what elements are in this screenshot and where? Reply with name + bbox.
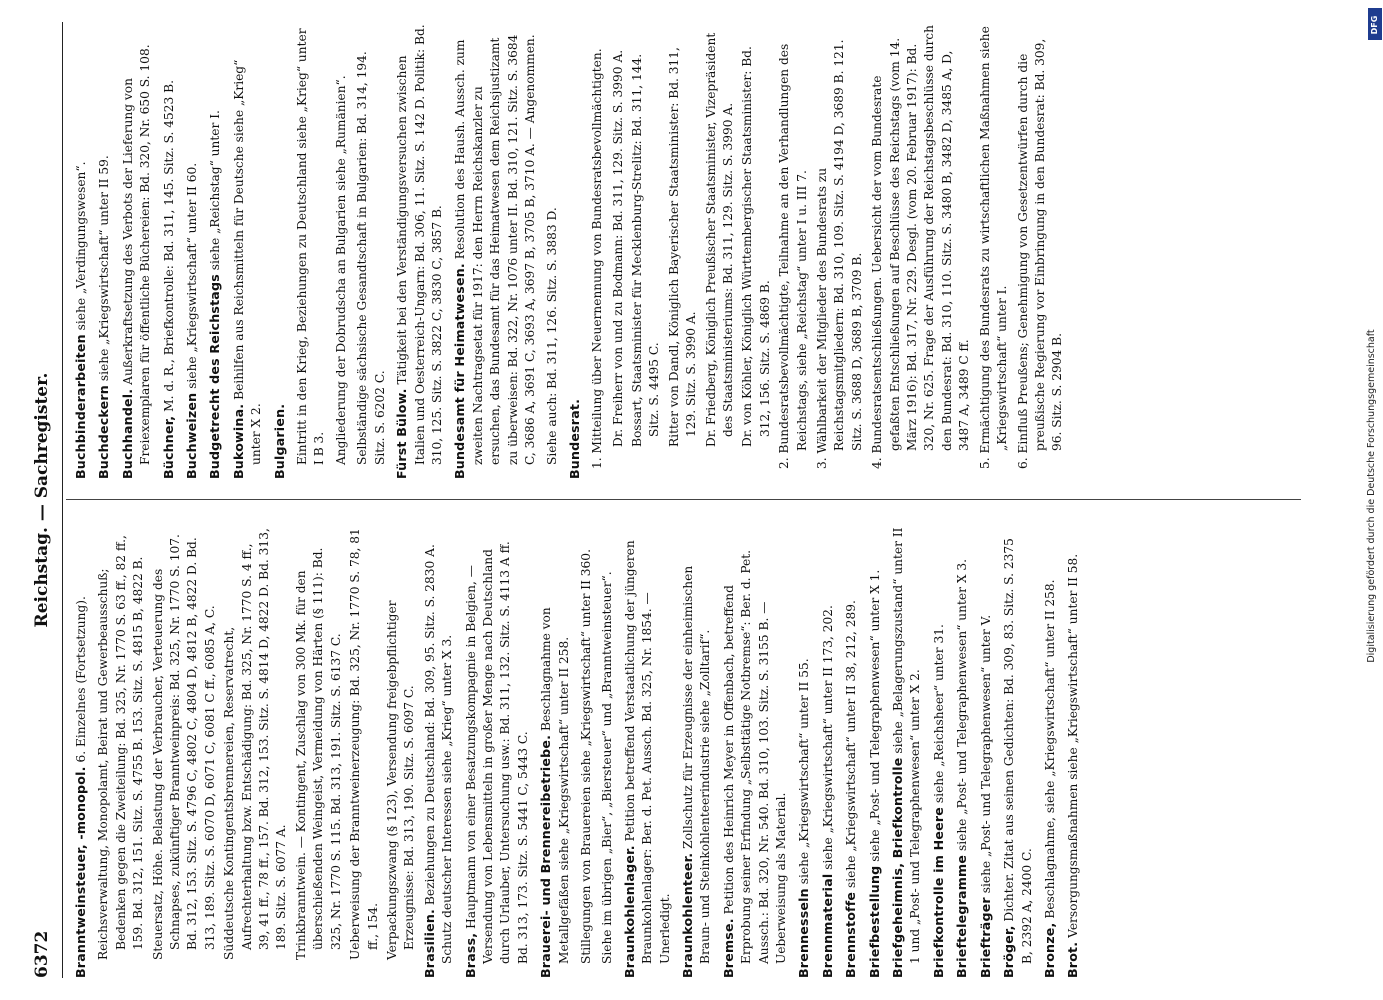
index-entry: [679, 523, 715, 978]
index-text: 6. Einfluß Preußens; Genehmigung von Gesetzentwürfen durch die preußische Regierung vor Einbringung in den Bundesrat: Bd. 309, 96. Sitz. S. 2904 B.: [1015, 38, 1065, 469]
index-text: Trinkbranntwein. — Kontingent, Zuschlag von 300 Mk. für den überschießenden Weingeist, Vermeidung von Härten (§ 111): Bd. 325, Nr. 1770 S. 115. Bd. 313, 191. Sitz. S. 6137 C.: [293, 547, 343, 960]
index-keyword: Bröger,: [1001, 925, 1017, 978]
index-text: siehe „Kriegswirtschaft“ unter II 55.: [797, 658, 812, 885]
index-subentry: [610, 24, 627, 479]
index-text: Dr. von Köhler, Königlich Württembergischer Staatsminister: Bd. 312, 156. Sitz. S. 4869 B.: [740, 46, 772, 447]
index-text: Selbständige sächsische Gesandtschaft in Bulgarien: Bd. 314, 194. Sitz. S. 6202 C.: [355, 51, 387, 465]
page-number: 6372: [32, 930, 52, 978]
index-entry: [206, 24, 224, 479]
index-subentry: [814, 24, 866, 479]
index-text: Resolution des Haush. Aussch. zum zweiten Nachtragsetat für 1917: den Herrn Reichskanzler zu ersuchen, das Bundesamt für das Heimatwesen dem Reichsjustizamt zu überweisen: Bd. 322, Nr. 1076 unter II. Bd. 310, 121. Sitz. S. 3684 C, 3686 A, 3691 C, 3693 A, 3697 B, 3705 B, 3710 A. — Angenommen.: [453, 34, 537, 465]
index-text: Hauptmann von einer Besatzungskompagnie in Belgien, — Versendung von Lebensmitteln in großer Menge nach Deutschland durch Urlauber, Untersuchung usw.: Bd. 311, 132. Sitz. S. 4113 A ff. Bd. 313, 173. Sitz. S. 5441 C, 5443 C.: [463, 541, 530, 964]
index-keyword: Brass,: [462, 932, 478, 978]
index-subentry: [703, 24, 738, 479]
index-subentry: [589, 24, 606, 479]
index-text: 2. Bundesratsbevollmächtigte, Teilnahme an den Verhandlungen des Reichstags, siehe „Reichstag“ unter I u. III 7.: [777, 43, 809, 469]
index-text: Siehe auch: Bd. 311, 126. Sitz. S. 3883 D.: [545, 207, 560, 465]
index-text: siehe „Kriegswirtschaft“ unter II 38, 212, 289.: [844, 600, 859, 888]
index-entry: [889, 523, 925, 978]
index-subentry: [354, 24, 389, 479]
index-keyword: Brieftelegramme: [954, 854, 970, 978]
index-keyword: Budgetrecht des Reichstags: [207, 274, 223, 479]
index-subentry: [293, 523, 345, 978]
index-text: Süddeutsche Kontingentsbrennereien, Reservatrecht, Aufrechterhaltung bzw. Entschädigung: Bd. 325, Nr. 1770 S. 4 ff., 39, 41 ff., 78 ff., 157. Bd. 312, 153. Sitz. S. 4814 D, 4822 D. Bd. 313, 189. Sitz. S. 6077 A.: [222, 528, 289, 960]
index-keyword: Bulgarien.: [271, 403, 287, 479]
index-entry: [566, 24, 584, 479]
index-keyword: Bukowina.: [230, 403, 246, 479]
index-entry: [953, 523, 971, 978]
index-text: Dr. Friedberg, Königlich Preußischer Staatsminister, Vizepräsident des Staatsministeriums: Bd. 311, 129. Sitz. S. 3990 A.: [703, 32, 735, 447]
index-text: 3. Wählbarkeit der Mitglieder des Bundesrats zu Reichstagsmitgliedern: Bd. 310, 109. Sitz. S. 4194 D, 3689 B. 121. Sitz. S. 3688 D, 3689 B, 3709 B.: [815, 39, 864, 469]
index-entry: [1000, 523, 1036, 978]
index-entry: [421, 523, 457, 978]
index-entry: [866, 523, 884, 978]
index-entry: [621, 523, 674, 978]
right-column: [72, 24, 1297, 479]
index-entry: [795, 523, 813, 978]
index-keyword: Briefkontrolle im Heere: [930, 806, 946, 978]
index-entry: [393, 24, 446, 479]
index-text: 1. Mitteilung über Neuernennung von Bundesratsbevollmächtigten.: [590, 48, 605, 469]
index-text: Petition betreffend Verstaatlichung der jüngeren Braunkohlenlager: Ber. d. Pet. Aussch. Bd. 325, Nr. 1854. — Unerledigt.: [622, 540, 672, 964]
index-subentry: [666, 24, 701, 479]
index-text: siehe „Reichsheer“ unter 31.: [931, 624, 946, 804]
index-text: M. d. R., Briefkontrolle: Bd. 311, 145. Sitz. S. 4523 B.: [161, 80, 176, 412]
index-text: siehe „Kriegswirtschaft“ unter II 173, 202.: [820, 605, 835, 870]
digitization-note-text: Digitalisierung gefördert durch die Deutsche Forschungsgemeinschaft: [1366, 329, 1377, 663]
index-entry: [462, 523, 533, 978]
index-entry: [842, 523, 860, 978]
index-text: Versorgungsmaßnahmen siehe „Kriegswirtschaft“ unter II 58.: [1066, 553, 1081, 938]
index-keyword: Buchweizen: [184, 392, 200, 479]
index-subentry: [599, 523, 616, 978]
index-subentry: [347, 523, 382, 978]
index-entry: [72, 523, 90, 978]
index-subentry: [1015, 24, 1067, 479]
index-keyword: Brennmaterial: [819, 873, 835, 978]
index-keyword: Bronze,: [1041, 922, 1057, 978]
index-keyword: Briefbestellung: [866, 865, 882, 978]
left-column: [72, 523, 1297, 978]
index-keyword: Brauerei- und Brennereibetriebe.: [538, 734, 554, 978]
index-keyword: Brot.: [1065, 941, 1081, 978]
index-subentry: [221, 523, 291, 978]
index-text: Verpackungszwang (§ 123), Versendung freigebpflichtiger Erzeugnisse: Bd. 313, 190. Sitz. S. 6097 C.: [384, 600, 417, 960]
index-text: 4. Bundesratsentschließungen. Uebersicht der vom Bundesrate gefaßten Entschließungen auf Beschlüsse des Reichstags (vom 14. März 1916): Bd. 317, Nr. 229. Desgl. (vom 20. Februar 1917): Bd. 320, Nr. 625. Frage der Ausführung der Reichstagsbeschlüsse durch den Bundesrat: Bd. 310, 110. Sitz. S. 3480 B, 3482 D, 3485 A, D, 3487 A, 3489 C ff.: [870, 25, 972, 469]
running-title: Reichstag. — Sachregister.: [32, 372, 52, 628]
index-subentry: [150, 523, 220, 978]
index-text: Dr. Freiherr von und zu Bodmann: Bd. 311, 129. Sitz. S. 3990 A.: [610, 49, 625, 447]
index-text: Dichter. Zitat aus seinen Gedichten: Bd. 309, 83. Sitz. S. 2375 B, 2392 A, 2400 C.: [1002, 538, 1034, 964]
index-text: Eintritt in den Krieg, Beziehungen zu Deutschland siehe „Krieg“ unter I B 3.: [295, 28, 327, 465]
index-keyword: Braunkohlenlager.: [621, 845, 637, 978]
index-subentry: [333, 24, 350, 479]
index-text: Beihilfen aus Reichsmitteln für Deutsche siehe „Krieg“ unter X 2.: [231, 59, 264, 465]
index-subentry: [739, 24, 774, 479]
index-entry: [720, 523, 791, 978]
index-entry: [271, 24, 289, 479]
index-text: Reichsverwaltung, Monopolamt, Beirat und Gewerbeausschuß; Bedenken gegen die Zweiteilung: Bd. 325, Nr. 1770 S. 63 ff., 82 ff., 159. Bd. 312, 151. Sitz. S. 4755 B. 153. Sitz. S. 4815 B, 4822 B.: [96, 535, 146, 960]
column-divider: [66, 499, 1301, 500]
index-keyword: Brasilien.: [421, 908, 437, 978]
index-keyword: Buchbinderarbeiten: [73, 334, 88, 479]
index-entry: [119, 24, 155, 479]
index-entry: [1064, 523, 1082, 978]
index-keyword: Brennesseln: [796, 888, 812, 978]
index-entry: [230, 24, 266, 479]
index-entry: [977, 523, 995, 978]
index-text: siehe „Post- und Telegraphenwesen“ unter X 3.: [955, 559, 970, 852]
index-keyword: Fürst Bülow.: [394, 388, 410, 479]
index-subentry: [776, 24, 811, 479]
index-text: Beschlagnahme, siehe „Kriegswirtschaft“ unter II 258.: [1042, 579, 1057, 919]
page-header: [28, 22, 58, 978]
index-subentry: [578, 523, 595, 978]
index-text: Beschlagnahme von Metallgefäßen siehe „Kriegswirtschaft“ unter II 258.: [539, 607, 571, 964]
index-text: Stillegungen von Brauereien siehe „Kriegswirtschaft“ unter II 360.: [578, 549, 593, 964]
index-text: Beziehungen zu Deutschland: Bd. 309, 95. Sitz. S. 2830 A. Schutz deutscher Interessen siehe „Krieg“ unter X 3.: [422, 544, 455, 964]
index-subentry: [977, 24, 1012, 479]
index-text: 6. Einzelnes (Fortsetzung).: [74, 596, 88, 763]
index-text: siehe „Kriegswirtschaft“ unter II 60.: [185, 162, 200, 389]
index-text: Bossart, Staatsminister für Mecklenburg-Strelitz: Bd. 311, 144. Sitz. S. 4495 C.: [629, 53, 662, 447]
index-keyword: Bremse.: [720, 918, 736, 978]
index-subentry: [869, 24, 973, 479]
index-text: Zollschutz für Erzeugnisse der einheimischen Braun- und Steinkohlenteerindustrie siehe „Zolltarif“.: [681, 565, 713, 964]
index-text: Siehe im übrigen „Bier“, „Biersteuer“ und „Branntweinsteuer“.: [600, 571, 615, 964]
index-keyword: Braunkohlenteer.: [680, 852, 695, 978]
index-text: siehe „Belagerungszustand“ unter II 1 und „Post- und Telegraphenwesen“ unter X 2.: [891, 527, 923, 964]
index-keyword: Bundesrat.: [566, 398, 582, 479]
index-entry: [930, 523, 948, 978]
digitization-note: [1362, 30, 1377, 970]
index-text: Tätigkeit bei den Verständigungsversuchen zwischen Italien und Oesterreich-Ungarn: Bd. 306, 11. Sitz. S. 142 D. Politik: Bd. 310, 125. Sitz. S. 3822 C, 3830 C, 3857 B.: [395, 24, 444, 465]
index-subentry: [384, 523, 419, 978]
index-entry: [95, 24, 113, 479]
index-keyword: Bundesamt für Heimatwesen.: [452, 263, 468, 479]
index-subentry: [544, 24, 561, 479]
index-entry: [819, 523, 837, 978]
index-keyword: Briefträger: [977, 897, 993, 978]
index-entry: [537, 523, 573, 978]
index-entry: [183, 24, 201, 479]
index-keyword: Buchdeckern: [96, 385, 112, 479]
index-keyword: Briefgeheimnis, Briefkontrolle: [890, 757, 906, 978]
index-text: Steuersatz, Höhe. Belastung der Verbraucher, Verteuerung des Schnapses, zukünftiger Branntweinpreis: Bd. 325, Nr. 1770 S. 107. Bd. 312, 153. Sitz. S. 4796 C, 4802 C, 4804 D, 4812 B, 4822 D. Bd. 313, 189. Sitz. S. 6070 D, 6071 C, 6081 C ff., 6085 A, C.: [150, 534, 217, 960]
index-text: Petition des Heinrich Meyer in Offenbach, betreffend Erprobung seiner Erfindung „Selbsttätige Notbremse“: Ber. d. Pet. Aussch.: Bd. 320, Nr. 540. Bd. 310, 103. Sitz. S. 3155 B. — Ueberweisung als Material.: [721, 549, 789, 964]
index-keyword: Branntweinsteuer, -monopol.: [73, 766, 88, 978]
index-entry: [451, 24, 539, 479]
index-text: Angliederung der Dobrudscha an Bulgarien siehe „Rumänien“.: [333, 75, 348, 465]
index-keyword: Brennstoffe: [843, 891, 859, 978]
index-text: siehe „Reichstag“ unter I.: [208, 110, 223, 271]
index-entry: [160, 24, 178, 479]
index-text: 5. Ermächtigung des Bundesrats zu wirtschaftlichen Maßnahmen siehe „Kriegswirtschaft“ unter I.: [977, 26, 1010, 469]
index-subentry: [95, 523, 147, 978]
header-rule: [62, 22, 63, 978]
index-keyword: Büchner,: [160, 415, 176, 479]
index-keyword: Buchhandel.: [119, 388, 135, 479]
index-entry: [72, 24, 90, 479]
index-subentry: [294, 24, 329, 479]
index-text: Ueberweisung der Branntweinerzeugung: Bd. 325, Nr. 1770 S. 78, 81 ff., 154.: [348, 528, 380, 960]
index-subentry: [629, 24, 664, 479]
index-text: Ritter von Dandl, Königlich Bayerischer Staatsminister: Bd. 311, 129. Sitz. S. 3990 A.: [666, 47, 699, 447]
index-text: siehe „Post- und Telegraphenwesen“ unter X 1.: [867, 569, 882, 862]
index-entry: [1041, 523, 1059, 978]
dfg-logo-text: DFG: [1370, 15, 1379, 35]
index-text: Außerkraftsetzung des Verbots der Lieferung von Freiexemplaren für öffentliche Büchereien: Bd. 320, Nr. 650 S. 108.: [120, 44, 153, 465]
index-text: siehe „Verdingungswesen“.: [74, 161, 88, 331]
index-text: siehe „Post- und Telegraphenwesen“ unter V.: [978, 614, 993, 894]
index-text: siehe „Kriegswirtschaft“ unter II 59.: [97, 155, 112, 382]
